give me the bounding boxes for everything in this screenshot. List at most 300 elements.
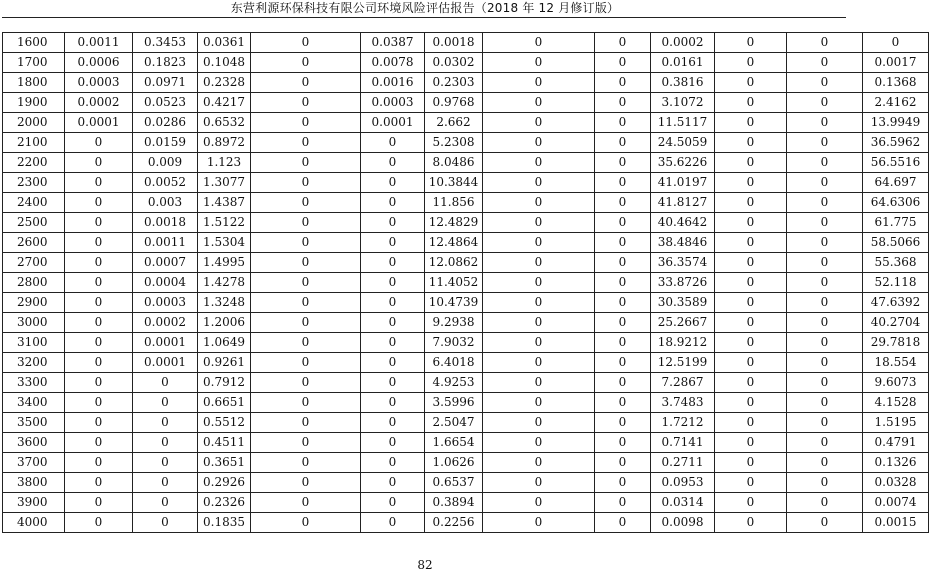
value-cell: 0 xyxy=(715,413,787,433)
value-cell: 0 xyxy=(595,153,651,173)
value-cell: 0 xyxy=(361,153,425,173)
value-cell: 0 xyxy=(715,473,787,493)
value-cell: 30.3589 xyxy=(651,293,715,313)
value-cell: 0.9768 xyxy=(425,93,483,113)
value-cell: 0.0314 xyxy=(651,493,715,513)
value-cell: 0 xyxy=(251,273,361,293)
value-cell: 7.9032 xyxy=(425,333,483,353)
value-cell: 0.6532 xyxy=(198,113,251,133)
value-cell: 0 xyxy=(483,173,595,193)
value-cell: 1.3077 xyxy=(198,173,251,193)
value-cell: 0 xyxy=(251,93,361,113)
value-cell: 41.8127 xyxy=(651,193,715,213)
value-cell: 0 xyxy=(251,73,361,93)
value-cell: 0.4511 xyxy=(198,433,251,453)
value-cell: 0.009 xyxy=(133,153,198,173)
value-cell: 1.6654 xyxy=(425,433,483,453)
value-cell: 0 xyxy=(787,153,863,173)
distance-cell: 2300 xyxy=(3,173,65,193)
page-header-title: 东营利源环保科技有限公司环境风险评估报告（2018 年 12 月修订版） xyxy=(230,1,620,15)
value-cell: 1.5195 xyxy=(863,413,929,433)
value-cell: 0 xyxy=(251,293,361,313)
value-cell: 0 xyxy=(483,473,595,493)
distance-cell: 2000 xyxy=(3,113,65,133)
table-row xyxy=(3,73,929,93)
value-cell: 0 xyxy=(787,133,863,153)
value-cell: 0 xyxy=(595,373,651,393)
value-cell: 0.2328 xyxy=(198,73,251,93)
value-cell: 0.0161 xyxy=(651,53,715,73)
value-cell: 0 xyxy=(361,333,425,353)
value-cell: 0 xyxy=(595,353,651,373)
value-cell: 0 xyxy=(483,493,595,513)
value-cell: 0.0001 xyxy=(133,333,198,353)
value-cell: 0 xyxy=(715,93,787,113)
value-cell: 0 xyxy=(483,253,595,273)
value-cell: 0 xyxy=(595,173,651,193)
value-cell: 0.4791 xyxy=(863,433,929,453)
value-cell: 18.554 xyxy=(863,353,929,373)
value-cell: 0.3651 xyxy=(198,453,251,473)
value-cell: 0 xyxy=(133,413,198,433)
value-cell: 0.3816 xyxy=(651,73,715,93)
value-cell: 9.6073 xyxy=(863,373,929,393)
value-cell: 0 xyxy=(133,453,198,473)
value-cell: 47.6392 xyxy=(863,293,929,313)
value-cell: 0 xyxy=(251,373,361,393)
distance-cell: 3900 xyxy=(3,493,65,513)
value-cell: 0 xyxy=(483,273,595,293)
value-cell: 0 xyxy=(787,193,863,213)
value-cell: 0 xyxy=(133,513,198,533)
value-cell: 0 xyxy=(483,213,595,233)
value-cell: 0 xyxy=(715,173,787,193)
distance-cell: 3200 xyxy=(3,353,65,373)
distance-cell: 3600 xyxy=(3,433,65,453)
table-row xyxy=(3,93,929,113)
value-cell: 0 xyxy=(361,313,425,333)
value-cell: 0.0004 xyxy=(133,273,198,293)
value-cell: 40.4642 xyxy=(651,213,715,233)
value-cell: 0 xyxy=(483,413,595,433)
value-cell: 0 xyxy=(251,213,361,233)
distance-cell: 3400 xyxy=(3,393,65,413)
value-cell: 0.3894 xyxy=(425,493,483,513)
value-cell: 58.5066 xyxy=(863,233,929,253)
value-cell: 0 xyxy=(251,473,361,493)
value-cell: 0.8972 xyxy=(198,133,251,153)
value-cell: 0 xyxy=(715,113,787,133)
value-cell: 0 xyxy=(787,313,863,333)
value-cell: 0 xyxy=(787,113,863,133)
value-cell: 0 xyxy=(251,173,361,193)
value-cell: 0 xyxy=(133,433,198,453)
value-cell: 0 xyxy=(483,433,595,453)
value-cell: 0 xyxy=(787,93,863,113)
value-cell: 0 xyxy=(65,433,133,453)
value-cell: 3.1072 xyxy=(651,93,715,113)
value-cell: 0 xyxy=(483,33,595,53)
value-cell: 13.9949 xyxy=(863,113,929,133)
value-cell: 0 xyxy=(715,133,787,153)
value-cell: 1.4278 xyxy=(198,273,251,293)
value-cell: 0 xyxy=(251,193,361,213)
value-cell: 0 xyxy=(715,53,787,73)
value-cell: 0.0003 xyxy=(65,73,133,93)
value-cell: 0.0006 xyxy=(65,53,133,73)
value-cell: 64.697 xyxy=(863,173,929,193)
table-row xyxy=(3,233,929,253)
value-cell: 0.6651 xyxy=(198,393,251,413)
value-cell: 0 xyxy=(595,193,651,213)
value-cell: 1.5304 xyxy=(198,233,251,253)
value-cell: 0 xyxy=(483,113,595,133)
value-cell: 0 xyxy=(715,73,787,93)
value-cell: 0 xyxy=(251,493,361,513)
value-cell: 0 xyxy=(65,453,133,473)
value-cell: 0.0002 xyxy=(133,313,198,333)
value-cell: 0 xyxy=(65,313,133,333)
value-cell: 1.0626 xyxy=(425,453,483,473)
value-cell: 12.0862 xyxy=(425,253,483,273)
value-cell: 0 xyxy=(787,293,863,313)
value-cell: 0 xyxy=(787,33,863,53)
value-cell: 0 xyxy=(65,413,133,433)
distance-cell: 1800 xyxy=(3,73,65,93)
value-cell: 0.2303 xyxy=(425,73,483,93)
value-cell: 0 xyxy=(65,333,133,353)
value-cell: 1.4387 xyxy=(198,193,251,213)
concentration-table xyxy=(2,32,929,533)
value-cell: 0 xyxy=(595,293,651,313)
distance-cell: 2500 xyxy=(3,213,65,233)
table-row xyxy=(3,333,929,353)
value-cell: 0 xyxy=(715,253,787,273)
value-cell: 0 xyxy=(715,393,787,413)
value-cell: 0 xyxy=(787,173,863,193)
value-cell: 0 xyxy=(65,293,133,313)
value-cell: 0 xyxy=(483,73,595,93)
value-cell: 0.1368 xyxy=(863,73,929,93)
distance-cell: 3800 xyxy=(3,473,65,493)
value-cell: 0 xyxy=(65,193,133,213)
value-cell: 0 xyxy=(715,513,787,533)
value-cell: 5.2308 xyxy=(425,133,483,153)
value-cell: 4.9253 xyxy=(425,373,483,393)
value-cell: 0.0971 xyxy=(133,73,198,93)
value-cell: 0 xyxy=(361,173,425,193)
value-cell: 0 xyxy=(787,273,863,293)
table-row xyxy=(3,433,929,453)
value-cell: 0.6537 xyxy=(425,473,483,493)
value-cell: 0.0017 xyxy=(863,53,929,73)
table-row xyxy=(3,293,929,313)
value-cell: 0 xyxy=(133,493,198,513)
value-cell: 0 xyxy=(483,133,595,153)
value-cell: 0 xyxy=(361,453,425,473)
value-cell: 0 xyxy=(715,433,787,453)
table-row xyxy=(3,413,929,433)
value-cell: 0.0001 xyxy=(65,113,133,133)
value-cell: 0 xyxy=(251,333,361,353)
value-cell: 0.0001 xyxy=(133,353,198,373)
value-cell: 0 xyxy=(483,513,595,533)
value-cell: 0 xyxy=(65,513,133,533)
value-cell: 1.3248 xyxy=(198,293,251,313)
distance-cell: 1600 xyxy=(3,33,65,53)
value-cell: 0 xyxy=(787,333,863,353)
value-cell: 55.368 xyxy=(863,253,929,273)
value-cell: 0 xyxy=(361,293,425,313)
value-cell: 0 xyxy=(483,93,595,113)
value-cell: 0 xyxy=(595,113,651,133)
value-cell: 0 xyxy=(595,93,651,113)
value-cell: 11.856 xyxy=(425,193,483,213)
value-cell: 0 xyxy=(361,433,425,453)
table-row xyxy=(3,473,929,493)
value-cell: 0.7912 xyxy=(198,373,251,393)
distance-cell: 3700 xyxy=(3,453,65,473)
table-row xyxy=(3,313,929,333)
table-row xyxy=(3,133,929,153)
table-row xyxy=(3,153,929,173)
value-cell: 0 xyxy=(595,313,651,333)
value-cell: 0 xyxy=(715,153,787,173)
value-cell: 0.0328 xyxy=(863,473,929,493)
value-cell: 0 xyxy=(787,473,863,493)
value-cell: 0 xyxy=(483,153,595,173)
value-cell: 0.1326 xyxy=(863,453,929,473)
value-cell: 0 xyxy=(483,53,595,73)
value-cell: 0 xyxy=(251,313,361,333)
value-cell: 0 xyxy=(715,453,787,473)
value-cell: 1.0649 xyxy=(198,333,251,353)
value-cell: 0 xyxy=(251,233,361,253)
distance-cell: 3000 xyxy=(3,313,65,333)
value-cell: 0.0011 xyxy=(133,233,198,253)
value-cell: 0 xyxy=(361,393,425,413)
value-cell: 0 xyxy=(595,33,651,53)
value-cell: 2.4162 xyxy=(863,93,929,113)
value-cell: 29.7818 xyxy=(863,333,929,353)
value-cell: 11.5117 xyxy=(651,113,715,133)
value-cell: 0 xyxy=(483,193,595,213)
value-cell: 0 xyxy=(595,253,651,273)
value-cell: 0 xyxy=(787,453,863,473)
value-cell: 0 xyxy=(787,213,863,233)
distance-cell: 2900 xyxy=(3,293,65,313)
value-cell: 10.4739 xyxy=(425,293,483,313)
value-cell: 0 xyxy=(595,133,651,153)
table-row xyxy=(3,493,929,513)
value-cell: 0 xyxy=(65,233,133,253)
value-cell: 0 xyxy=(595,453,651,473)
value-cell: 0 xyxy=(65,133,133,153)
value-cell: 0.3453 xyxy=(133,33,198,53)
distance-cell: 2200 xyxy=(3,153,65,173)
value-cell: 0 xyxy=(361,353,425,373)
value-cell: 61.775 xyxy=(863,213,929,233)
value-cell: 0.1823 xyxy=(133,53,198,73)
value-cell: 0 xyxy=(595,473,651,493)
value-cell: 9.2938 xyxy=(425,313,483,333)
value-cell: 0 xyxy=(251,413,361,433)
value-cell: 0 xyxy=(361,493,425,513)
value-cell: 0 xyxy=(787,413,863,433)
value-cell: 56.5516 xyxy=(863,153,929,173)
value-cell: 0 xyxy=(483,293,595,313)
value-cell: 1.123 xyxy=(198,153,251,173)
table-row xyxy=(3,53,929,73)
value-cell: 0.0302 xyxy=(425,53,483,73)
value-cell: 0 xyxy=(595,273,651,293)
value-cell: 0.0002 xyxy=(651,33,715,53)
value-cell: 1.5122 xyxy=(198,213,251,233)
value-cell: 0 xyxy=(251,453,361,473)
value-cell: 0 xyxy=(65,473,133,493)
value-cell: 0 xyxy=(787,233,863,253)
value-cell: 0 xyxy=(65,253,133,273)
value-cell: 0 xyxy=(715,373,787,393)
value-cell: 64.6306 xyxy=(863,193,929,213)
table-row xyxy=(3,393,929,413)
value-cell: 0 xyxy=(361,213,425,233)
value-cell: 0 xyxy=(251,53,361,73)
value-cell: 0 xyxy=(787,493,863,513)
value-cell: 0.5512 xyxy=(198,413,251,433)
distance-cell: 1900 xyxy=(3,93,65,113)
value-cell: 0.0016 xyxy=(361,73,425,93)
value-cell: 0 xyxy=(787,253,863,273)
value-cell: 0 xyxy=(65,373,133,393)
value-cell: 0.2326 xyxy=(198,493,251,513)
value-cell: 0 xyxy=(251,113,361,133)
value-cell: 0 xyxy=(361,193,425,213)
value-cell: 0 xyxy=(361,513,425,533)
value-cell: 0.1048 xyxy=(198,53,251,73)
value-cell: 0 xyxy=(251,393,361,413)
value-cell: 0 xyxy=(715,33,787,53)
value-cell: 38.4846 xyxy=(651,233,715,253)
value-cell: 0 xyxy=(787,73,863,93)
value-cell: 7.2867 xyxy=(651,373,715,393)
value-cell: 12.4829 xyxy=(425,213,483,233)
value-cell: 0 xyxy=(787,353,863,373)
value-cell: 0 xyxy=(595,213,651,233)
value-cell: 0.0361 xyxy=(198,33,251,53)
value-cell: 0 xyxy=(361,473,425,493)
value-cell: 41.0197 xyxy=(651,173,715,193)
value-cell: 0 xyxy=(251,253,361,273)
value-cell: 25.2667 xyxy=(651,313,715,333)
value-cell: 0 xyxy=(133,393,198,413)
value-cell: 0 xyxy=(595,73,651,93)
value-cell: 0 xyxy=(251,33,361,53)
value-cell: 2.5047 xyxy=(425,413,483,433)
value-cell: 0.0523 xyxy=(133,93,198,113)
value-cell: 0 xyxy=(787,393,863,413)
table-row xyxy=(3,453,929,473)
value-cell: 0 xyxy=(65,353,133,373)
page-number: 82 xyxy=(417,558,433,572)
value-cell: 0.1835 xyxy=(198,513,251,533)
value-cell: 0 xyxy=(361,413,425,433)
value-cell: 6.4018 xyxy=(425,353,483,373)
distance-cell: 2100 xyxy=(3,133,65,153)
value-cell: 0.0078 xyxy=(361,53,425,73)
value-cell: 0 xyxy=(251,153,361,173)
value-cell: 36.5962 xyxy=(863,133,929,153)
value-cell: 0 xyxy=(483,373,595,393)
value-cell: 0 xyxy=(361,253,425,273)
value-cell: 0 xyxy=(361,373,425,393)
value-cell: 0.0098 xyxy=(651,513,715,533)
table-row xyxy=(3,513,929,533)
value-cell: 0 xyxy=(483,393,595,413)
value-cell: 0 xyxy=(595,333,651,353)
value-cell: 0 xyxy=(715,493,787,513)
value-cell: 1.7212 xyxy=(651,413,715,433)
table-row xyxy=(3,373,929,393)
value-cell: 0 xyxy=(863,33,929,53)
value-cell: 0.0002 xyxy=(65,93,133,113)
distance-cell: 2600 xyxy=(3,233,65,253)
value-cell: 0 xyxy=(65,213,133,233)
value-cell: 0 xyxy=(715,193,787,213)
value-cell: 0 xyxy=(483,313,595,333)
value-cell: 0 xyxy=(715,213,787,233)
value-cell: 0.2926 xyxy=(198,473,251,493)
value-cell: 0.0003 xyxy=(361,93,425,113)
value-cell: 35.6226 xyxy=(651,153,715,173)
value-cell: 0 xyxy=(65,493,133,513)
value-cell: 0 xyxy=(65,393,133,413)
table-row xyxy=(3,33,929,53)
table-row xyxy=(3,213,929,233)
value-cell: 0.0003 xyxy=(133,293,198,313)
value-cell: 0 xyxy=(715,233,787,253)
value-cell: 12.4864 xyxy=(425,233,483,253)
value-cell: 0 xyxy=(251,353,361,373)
distance-cell: 1700 xyxy=(3,53,65,73)
value-cell: 0.0159 xyxy=(133,133,198,153)
distance-cell: 2700 xyxy=(3,253,65,273)
value-cell: 0 xyxy=(715,273,787,293)
value-cell: 33.8726 xyxy=(651,273,715,293)
value-cell: 52.118 xyxy=(863,273,929,293)
value-cell: 4.1528 xyxy=(863,393,929,413)
header-divider xyxy=(2,17,846,19)
value-cell: 0 xyxy=(595,413,651,433)
value-cell: 0.0007 xyxy=(133,253,198,273)
value-cell: 11.4052 xyxy=(425,273,483,293)
data-table-container xyxy=(2,32,921,533)
value-cell: 0 xyxy=(715,313,787,333)
value-cell: 0.0001 xyxy=(361,113,425,133)
value-cell: 0 xyxy=(787,373,863,393)
value-cell: 0 xyxy=(361,273,425,293)
value-cell: 0 xyxy=(133,373,198,393)
value-cell: 0.0052 xyxy=(133,173,198,193)
value-cell: 3.5996 xyxy=(425,393,483,413)
value-cell: 0 xyxy=(715,333,787,353)
value-cell: 0.0018 xyxy=(133,213,198,233)
table-body xyxy=(3,33,929,533)
value-cell: 0.003 xyxy=(133,193,198,213)
value-cell: 0 xyxy=(251,433,361,453)
table-row xyxy=(3,253,929,273)
value-cell: 0 xyxy=(595,393,651,413)
